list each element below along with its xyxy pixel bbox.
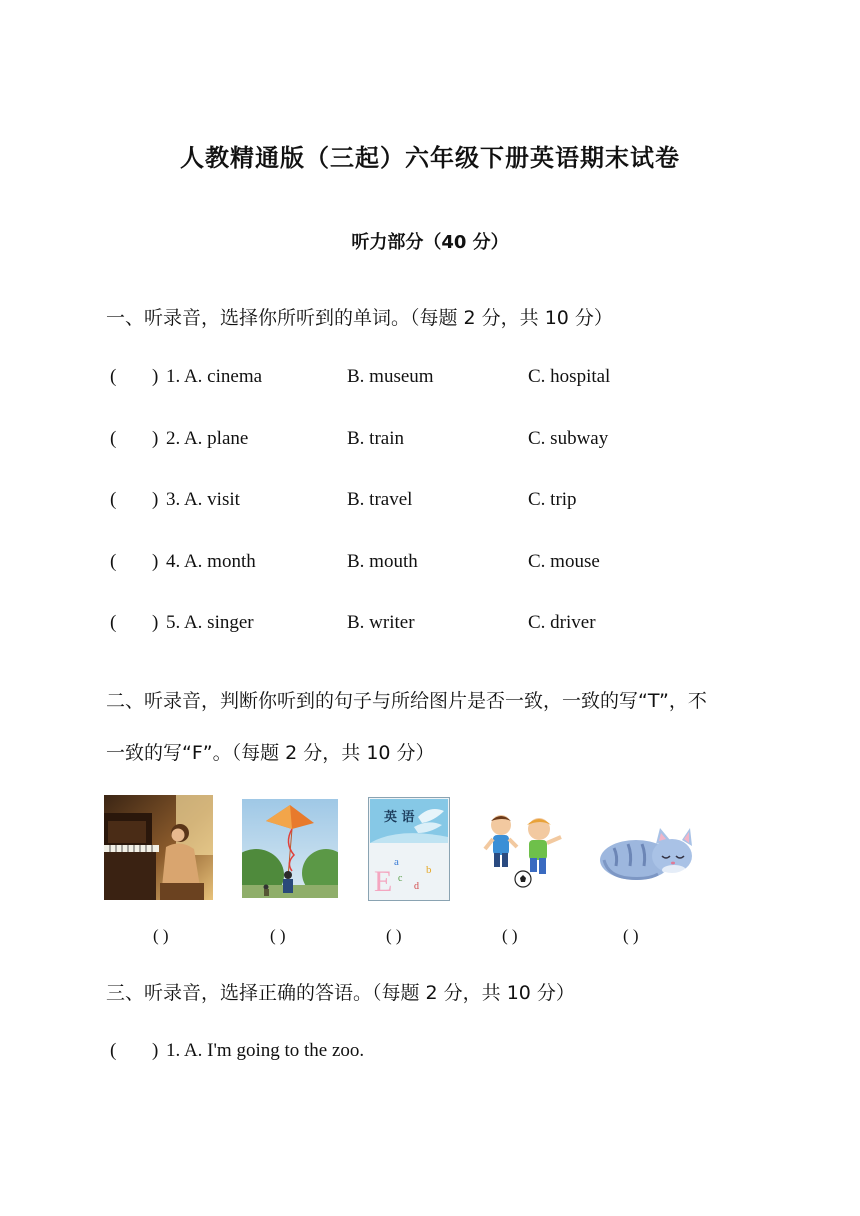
- book-letter-a: a: [394, 856, 399, 868]
- option-b: B. travel: [347, 489, 413, 510]
- answer-paren-close: ): [152, 428, 159, 449]
- answer-paren-open: (: [110, 366, 117, 387]
- option-c: C. trip: [528, 489, 577, 510]
- option-a: 3. A. visit: [166, 489, 240, 510]
- answer-blank[interactable]: ( ): [623, 926, 639, 945]
- listening-part-heading: 听力部分（40 分）: [351, 232, 509, 253]
- option-b: B. train: [347, 428, 404, 449]
- answer-blank[interactable]: ( ): [153, 926, 169, 945]
- section1-heading: 一、听录音，选择你所听到的单词。（每题 2 分，共 10 分）: [106, 307, 613, 329]
- answer-paren-close: ): [152, 1040, 159, 1061]
- book-letter-d: d: [414, 881, 419, 892]
- section2-heading-line1: 二、听录音，判断你听到的句子与所给图片是否一致，一致的写“T”，不: [106, 690, 707, 712]
- question-row: [106, 612, 806, 638]
- answer-paren-open: (: [110, 489, 117, 510]
- answer-blank[interactable]: ( ): [270, 926, 286, 945]
- question-row: [106, 551, 806, 577]
- question-row: [106, 489, 806, 515]
- option-a: 1. A. I'm going to the zoo.: [166, 1040, 365, 1061]
- option-a: 4. A. month: [166, 551, 256, 572]
- answer-paren-open: (: [110, 1040, 117, 1061]
- answer-blank[interactable]: ( ): [386, 926, 402, 945]
- option-b: B. writer: [347, 612, 415, 633]
- answer-paren-open: (: [110, 551, 117, 572]
- page-title: 人教精通版（三起）六年级下册英语期末试卷: [180, 144, 680, 172]
- question-row: [106, 366, 806, 392]
- answer-blank[interactable]: ( ): [502, 926, 518, 945]
- section3-heading: 三、听录音，选择正确的答语。（每题 2 分，共 10 分）: [106, 982, 575, 1004]
- boys-playing-football-picture: [481, 809, 567, 891]
- answer-paren-close: ): [152, 366, 159, 387]
- answer-paren-close: ): [152, 489, 159, 510]
- answer-paren-close: ): [152, 612, 159, 633]
- kite-picture: [242, 799, 338, 898]
- option-c: C. driver: [528, 612, 596, 633]
- answer-paren-close: ): [152, 551, 159, 572]
- option-a: 2. A. plane: [166, 428, 249, 449]
- option-c: C. subway: [528, 428, 609, 449]
- question-row: [106, 1040, 806, 1066]
- section2-heading-line2: 一致的写“F”。（每题 2 分，共 10 分）: [106, 742, 435, 764]
- option-b: B. mouth: [347, 551, 418, 572]
- option-c: C. hospital: [528, 366, 611, 387]
- book-title: 英 语: [384, 810, 415, 825]
- book-letter-c: c: [398, 873, 403, 884]
- option-b: B. museum: [347, 366, 434, 387]
- english-book-picture: [368, 797, 450, 901]
- answer-paren-open: (: [110, 428, 117, 449]
- book-letter-e: E: [374, 865, 393, 898]
- question-row: [106, 428, 806, 454]
- answer-paren-open: (: [110, 612, 117, 633]
- book-letter-b: b: [426, 864, 432, 876]
- option-a: 5. A. singer: [166, 612, 254, 633]
- girl-playing-piano-picture: [104, 795, 213, 900]
- option-c: C. mouse: [528, 551, 600, 572]
- sleeping-cat-picture: [598, 826, 696, 884]
- option-a: 1. A. cinema: [166, 366, 263, 387]
